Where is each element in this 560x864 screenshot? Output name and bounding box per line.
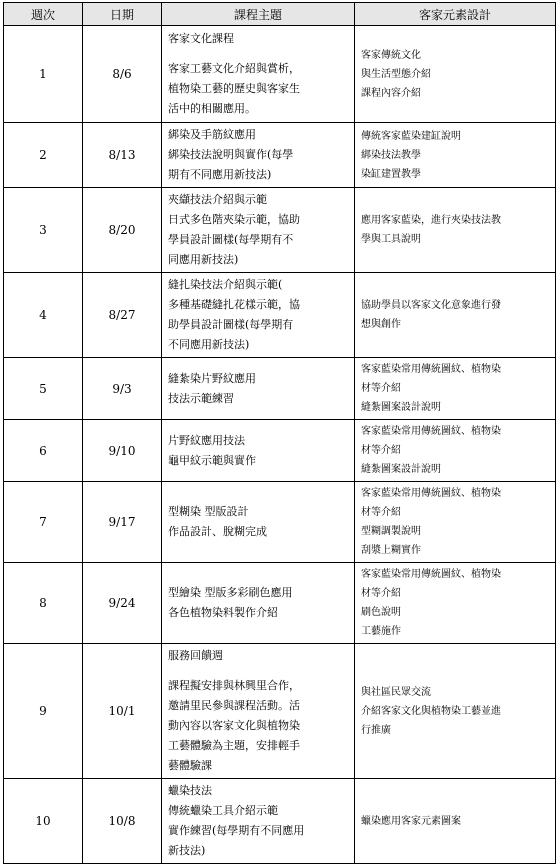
- element-line: 課程內容介紹: [361, 87, 421, 99]
- element-line: 縫紮圖案設計說明: [361, 402, 441, 413]
- hakka-element-cell: [355, 420, 556, 482]
- hakka-element-cell: [355, 273, 556, 358]
- date-cell: 9/24: [83, 563, 162, 644]
- topic-line: 片野紋應用技法: [168, 433, 245, 447]
- topic-line: [168, 49, 350, 59]
- table-row: [4, 26, 556, 123]
- table-row: [4, 779, 556, 864]
- table-row: [4, 358, 556, 420]
- element-line: 縫紮圖案設計說明: [361, 464, 441, 475]
- topic-line: 縫扎染技法介紹與示範(: [168, 278, 283, 291]
- element-line: 材等介紹: [361, 588, 401, 599]
- element-line: 協助學員以客家文化意象進行發: [361, 300, 501, 311]
- date-cell: 8/13: [83, 123, 162, 188]
- topic-line: 同應用新技法): [168, 253, 239, 266]
- topic-line: 客家文化課程: [168, 32, 234, 45]
- header-topic: 課程主題: [162, 3, 355, 26]
- week-cell: 5: [4, 358, 83, 420]
- header-row: [4, 3, 556, 26]
- topic-line: 工藝體驗為主題，安排輕手: [168, 739, 300, 752]
- topic-line: 活中的相關應用。: [168, 102, 256, 115]
- topic-line: 日式多色階夾染示範，協助: [168, 213, 300, 226]
- topic-line: 夾纈技法介紹與示範: [168, 193, 267, 206]
- topic-cell: [162, 358, 355, 420]
- topic-line: 新技法): [168, 844, 206, 857]
- topic-cell: [162, 188, 355, 273]
- week-cell: 4: [4, 273, 83, 358]
- header-date: 日期: [83, 3, 162, 26]
- topic-line: 型繪染 型版多彩刷色應用: [168, 586, 293, 599]
- week-cell: 2: [4, 123, 83, 188]
- element-line: 客家藍染常用傳統圖紋、植物染: [361, 364, 501, 375]
- topic-line: 學員設計圖樣(每學期有不: [168, 233, 294, 246]
- element-line: 蠟染應用客家元素圖案: [361, 815, 461, 827]
- topic-cell: [162, 273, 355, 358]
- element-line: 與社區民眾交流: [361, 686, 431, 698]
- topic-line: 不同應用新技法): [168, 338, 250, 351]
- element-line: 行推廣: [361, 724, 391, 736]
- topic-line: 作品設計、脫糊完成: [168, 525, 267, 538]
- hakka-element-cell: [355, 123, 556, 188]
- topic-line: 型糊染 型版設計: [168, 505, 249, 518]
- element-line: 客家藍染常用傳統圖紋、植物染: [361, 488, 501, 499]
- element-line: 型糊調製說明: [361, 526, 421, 537]
- topic-line: 邀請里民參與課程活動。活: [168, 699, 300, 712]
- week-cell: 7: [4, 482, 83, 563]
- element-line: 材等介紹: [361, 383, 401, 394]
- week-cell: 1: [4, 26, 83, 123]
- element-line: 與生活型態介紹: [361, 68, 431, 80]
- element-line: 材等介紹: [361, 507, 401, 518]
- hakka-element-cell: [355, 482, 556, 563]
- week-cell: 6: [4, 420, 83, 482]
- topic-cell: [162, 563, 355, 644]
- hakka-element-cell: [355, 563, 556, 644]
- topic-cell: [162, 779, 355, 864]
- topic-line: 縫紮染片野紋應用: [168, 371, 256, 385]
- date-cell: 8/20: [83, 188, 162, 273]
- date-cell: 9/10: [83, 420, 162, 482]
- topic-line: 植物染工藝的歷史與客家生: [168, 82, 300, 95]
- element-line: 客家傳統文化: [361, 49, 421, 61]
- element-line: 應用客家藍染，進行夾染技法教: [361, 215, 501, 226]
- date-cell: 8/27: [83, 273, 162, 358]
- topic-line: 動內容以客家文化與植物染: [168, 719, 300, 732]
- hakka-element-cell: [355, 644, 556, 779]
- table-row: [4, 273, 556, 358]
- table-row: [4, 563, 556, 644]
- week-cell: 9: [4, 644, 83, 779]
- topic-line: 實作練習(每學期有不同應用: [168, 824, 305, 837]
- topic-line: 課程擬安排與林興里合作，: [168, 679, 300, 692]
- element-line: 學與工具說明: [361, 234, 421, 245]
- topic-line: 綁染技法說明與實作(每學: [168, 148, 294, 161]
- topic-line: 客家工藝文化介紹與賞析，: [168, 62, 300, 75]
- topic-line: 各色植物染料製作介紹: [168, 606, 278, 619]
- element-line: 客家藍染常用傳統圖紋、植物染: [361, 569, 501, 580]
- element-line: 材等介紹: [361, 445, 401, 456]
- topic-cell: [162, 644, 355, 779]
- table-row: [4, 482, 556, 563]
- topic-line: 藝體驗課: [168, 759, 212, 772]
- topic-line: 龜甲紋示範與實作: [168, 453, 256, 467]
- hakka-element-cell: [355, 26, 556, 123]
- week-cell: 3: [4, 188, 83, 273]
- topic-line: 技法示範練習: [168, 391, 234, 405]
- topic-line: 服務回饋週: [168, 649, 223, 662]
- element-line: 客家藍染常用傳統圖紋、植物染: [361, 426, 501, 437]
- element-line: 工藝施作: [361, 626, 401, 637]
- topic-cell: [162, 123, 355, 188]
- element-line: 綁染技法教學: [361, 149, 421, 161]
- topic-line: 蠟染技法: [168, 784, 212, 797]
- hakka-element-cell: [355, 779, 556, 864]
- element-line: 想與創作: [361, 319, 401, 330]
- element-line: 刷色說明: [361, 607, 401, 618]
- element-line: 染缸建置教學: [361, 168, 421, 180]
- table-row: [4, 644, 556, 779]
- topic-line: 傳統蠟染工具介紹示範: [168, 804, 278, 817]
- hakka-element-cell: [355, 358, 556, 420]
- element-line: 介紹客家文化與植物染工藝並進: [361, 705, 501, 717]
- element-line: 傳統客家藍染建缸說明: [361, 130, 461, 142]
- date-cell: 8/6: [83, 26, 162, 123]
- table-row: [4, 420, 556, 482]
- table-row: [4, 188, 556, 273]
- date-cell: 9/17: [83, 482, 162, 563]
- topic-cell: [162, 26, 355, 123]
- topic-line: 期有不同應用新技法): [168, 168, 272, 181]
- header-week: 週次: [4, 3, 83, 26]
- topic-line: 多種基礎縫扎花樣示範，協: [168, 298, 300, 311]
- date-cell: 10/8: [83, 779, 162, 864]
- topic-line: 綁染及手筋紋應用: [168, 128, 256, 141]
- date-cell: 9/3: [83, 358, 162, 420]
- schedule-table: [3, 2, 556, 864]
- date-cell: 10/1: [83, 644, 162, 779]
- element-line: 刮漿上糊實作: [361, 545, 421, 556]
- week-cell: 8: [4, 563, 83, 644]
- week-cell: 10: [4, 779, 83, 864]
- topic-line: [168, 666, 350, 676]
- header-hakka-elements: 客家元素設計: [355, 3, 556, 26]
- topic-line: 助學員設計圖樣(每學期有: [168, 318, 294, 331]
- hakka-element-cell: [355, 188, 556, 273]
- topic-cell: [162, 420, 355, 482]
- topic-cell: [162, 482, 355, 563]
- table-row: [4, 123, 556, 188]
